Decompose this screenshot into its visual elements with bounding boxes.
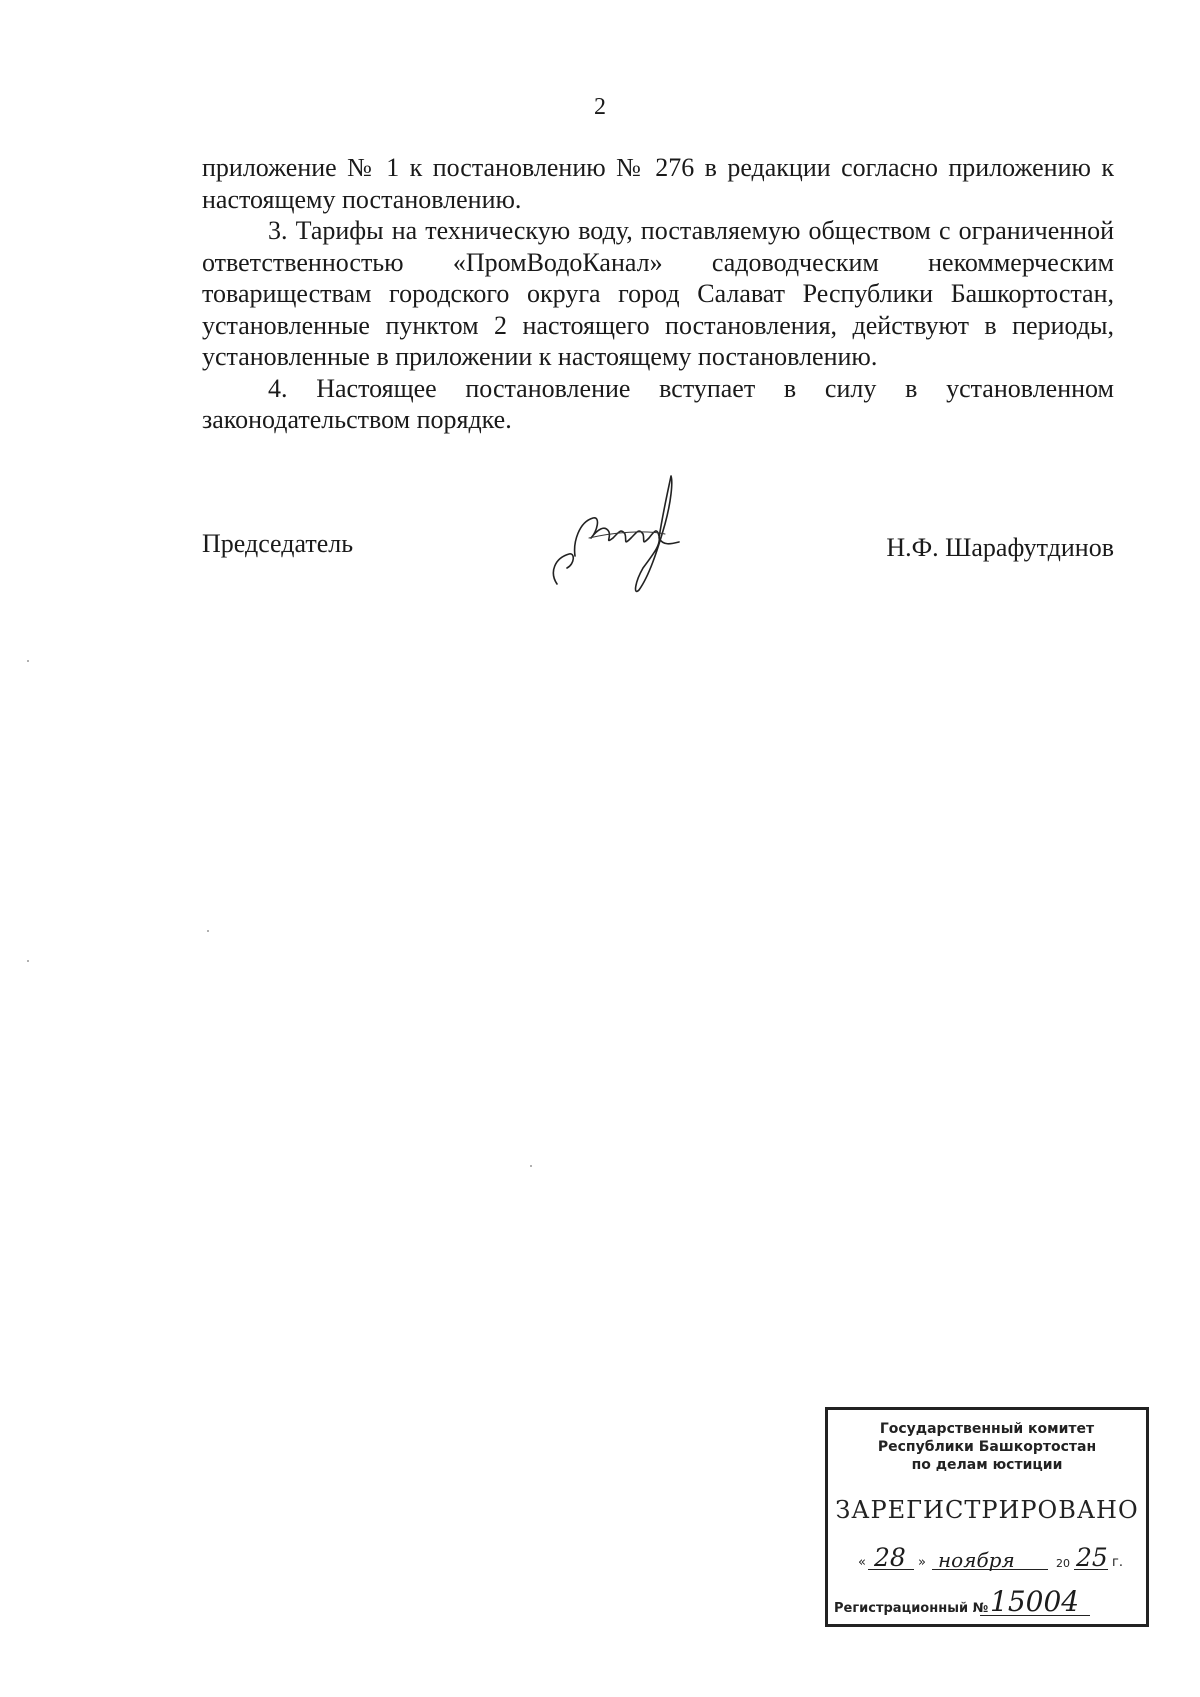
signature-block <box>202 517 1114 597</box>
handwritten-signature <box>545 472 695 602</box>
scan-speck <box>530 1165 532 1167</box>
stamp-registered-label: ЗАРЕГИСТРИРОВАНО <box>835 1496 1139 1524</box>
stamp-org-line: по делам юстиции <box>911 1457 1063 1473</box>
stamp-year-suffix: 25 <box>1076 1543 1108 1572</box>
stamp-org-line: Государственный комитет <box>879 1421 1095 1437</box>
paragraph-item-4: 4. Настоящее постановление вступает в силу в установленном законодательством порядке. <box>202 373 1114 434</box>
stamp-regno-value: 15004 <box>990 1585 1080 1618</box>
scan-speck <box>207 930 209 932</box>
stamp-registration-number <box>834 1586 1144 1620</box>
stamp-month: ноября <box>938 1548 1015 1572</box>
stamp-year-unit: г. <box>1112 1555 1123 1570</box>
registration-stamp <box>825 1407 1149 1627</box>
signatory-name: Н.Ф. Шарафутдинов <box>886 533 1114 562</box>
paragraph-continuation: приложение № 1 к постановлению № 276 в редакции согласно приложению к настоящему постановлению. <box>202 153 1114 214</box>
paragraph-item-3: 3. Тарифы на техническую воду, поставляемую обществом с ограниченной ответственностью «ПромВодоКанал» садоводческим некоммерческим товариществам городского округа город Салават Республики Башкортостан, установленные пунктом 2 настоящего постановления, действуют в периоды, установленные в приложении к настоящему постановлению. <box>202 216 1114 371</box>
stamp-organization <box>828 1420 1146 1474</box>
scan-speck <box>27 960 29 962</box>
body-text <box>202 152 1114 436</box>
stamp-quote-close: » <box>918 1555 926 1570</box>
stamp-date <box>858 1538 1148 1574</box>
stamp-year-prefix: 20 <box>1056 1557 1070 1570</box>
scan-speck <box>27 660 29 662</box>
stamp-quote-open: « <box>858 1555 866 1570</box>
signatory-title: Председатель <box>202 529 354 558</box>
stamp-regno-label: Регистрационный № <box>834 1601 989 1616</box>
page-number: 2 <box>594 94 606 120</box>
stamp-org-line: Республики Башкортостан <box>877 1439 1097 1455</box>
stamp-day: 28 <box>874 1543 906 1572</box>
